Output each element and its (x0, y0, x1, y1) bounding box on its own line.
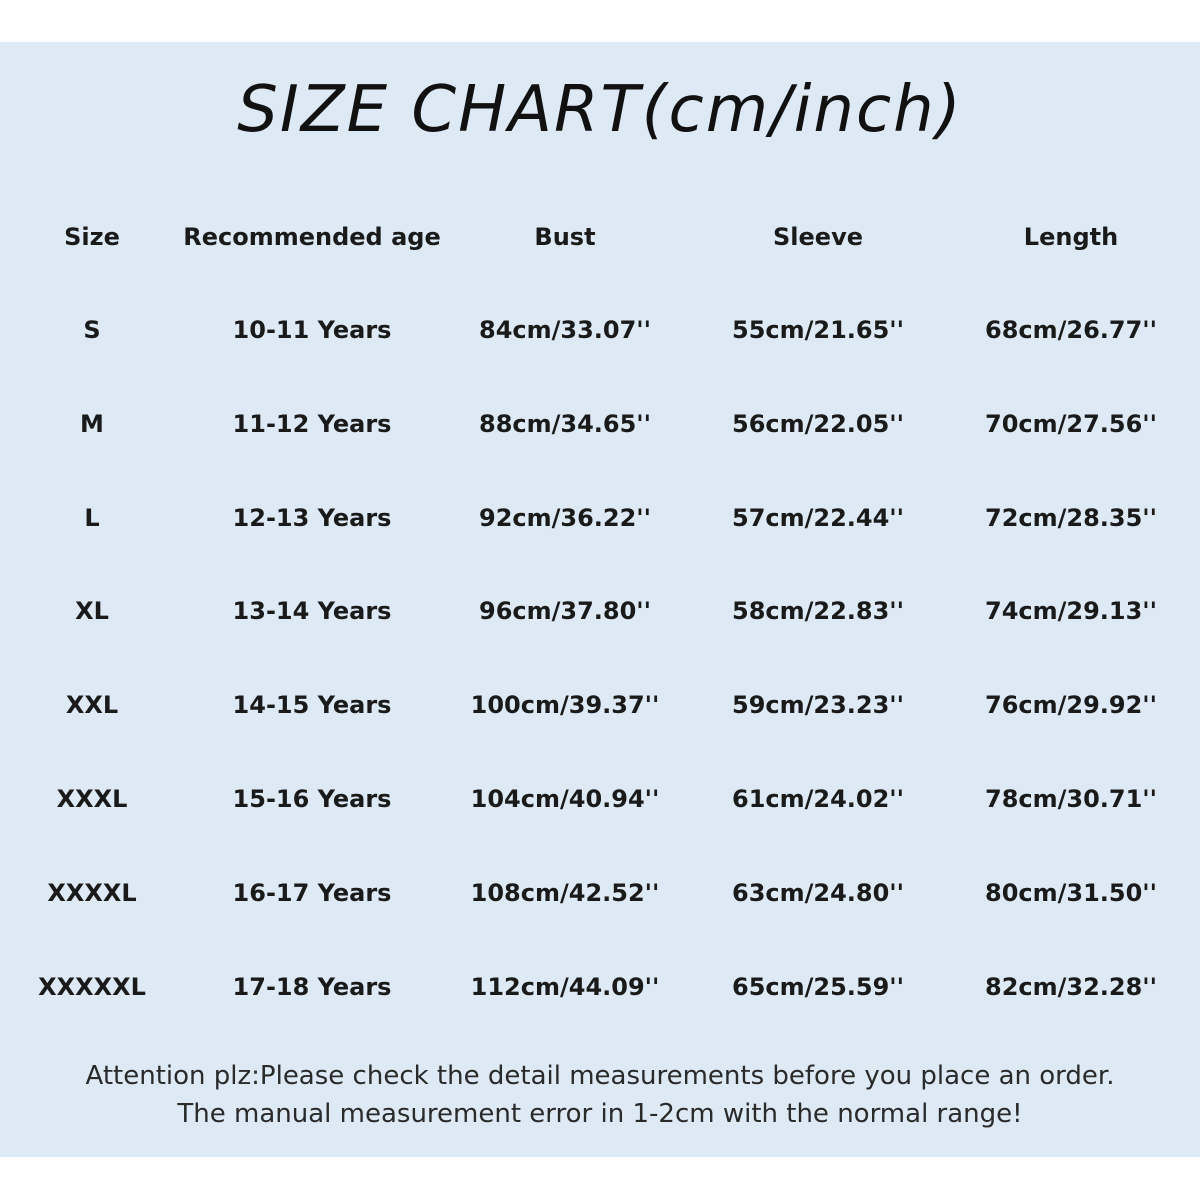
table-cell-size: XXXXXL (38, 972, 146, 1001)
table-cell-bust: 96cm/37.80'' (478, 597, 652, 626)
table-cell-bust: 112cm/44.09'' (470, 972, 660, 1001)
table-cell-size: XL (75, 597, 109, 626)
table-cell-bust: 100cm/39.37'' (470, 691, 660, 720)
column-header-bust: Bust (534, 223, 596, 251)
column-header-sleeve: Sleeve (773, 223, 863, 251)
table-cell-sleeve: 56cm/22.05'' (731, 409, 905, 438)
table-cell-size: XXXXL (47, 878, 137, 907)
table-cell-recommended-age: 16-17 Years (232, 878, 392, 907)
attention-note: Attention plz:Please check the detail measurements before you place an order. (85, 1061, 1115, 1091)
table-cell-sleeve: 55cm/21.65'' (731, 316, 905, 344)
table-cell-length: 74cm/29.13'' (984, 597, 1158, 626)
table-cell-recommended-age: 17-18 Years (232, 972, 392, 1001)
table-cell-recommended-age: 10-11 Years (232, 316, 392, 344)
table-cell-size: S (83, 316, 101, 344)
table-cell-sleeve: 63cm/24.80'' (731, 878, 905, 907)
table-cell-size: XXXL (56, 785, 128, 813)
size-chart-title: SIZE CHART(cm/inch) (237, 73, 963, 147)
measurement-error-note: The manual measurement error in 1-2cm with the normal range! (177, 1099, 1023, 1129)
table-cell-sleeve: 59cm/23.23'' (731, 691, 905, 720)
table-cell-size: M (80, 409, 104, 438)
table-cell-recommended-age: 12-13 Years (232, 503, 392, 532)
column-header-recommended-age: Recommended age (183, 223, 441, 251)
table-cell-recommended-age: 15-16 Years (232, 785, 392, 813)
table-cell-length: 82cm/32.28'' (984, 972, 1158, 1001)
table-cell-size: L (84, 503, 100, 532)
table-cell-length: 76cm/29.92'' (984, 691, 1158, 720)
column-header-length: Length (1023, 223, 1119, 251)
table-cell-sleeve: 65cm/25.59'' (731, 972, 905, 1001)
table-cell-sleeve: 58cm/22.83'' (731, 597, 905, 626)
table-cell-bust: 104cm/40.94'' (470, 785, 660, 813)
table-cell-sleeve: 61cm/24.02'' (731, 785, 905, 813)
table-cell-bust: 88cm/34.65'' (478, 409, 652, 438)
table-cell-size: XXL (65, 691, 119, 720)
table-cell-recommended-age: 11-12 Years (232, 409, 392, 438)
table-cell-recommended-age: 13-14 Years (232, 597, 392, 626)
table-cell-length: 78cm/30.71'' (984, 785, 1158, 813)
table-cell-bust: 108cm/42.52'' (470, 878, 660, 907)
table-cell-length: 72cm/28.35'' (984, 503, 1158, 532)
column-header-size: Size (64, 223, 120, 251)
table-cell-length: 68cm/26.77'' (984, 316, 1158, 344)
table-cell-recommended-age: 14-15 Years (232, 691, 392, 720)
table-cell-sleeve: 57cm/22.44'' (731, 503, 905, 532)
table-cell-bust: 84cm/33.07'' (478, 316, 652, 344)
table-cell-bust: 92cm/36.22'' (478, 503, 652, 532)
table-cell-length: 80cm/31.50'' (984, 878, 1158, 907)
table-cell-length: 70cm/27.56'' (984, 409, 1158, 438)
